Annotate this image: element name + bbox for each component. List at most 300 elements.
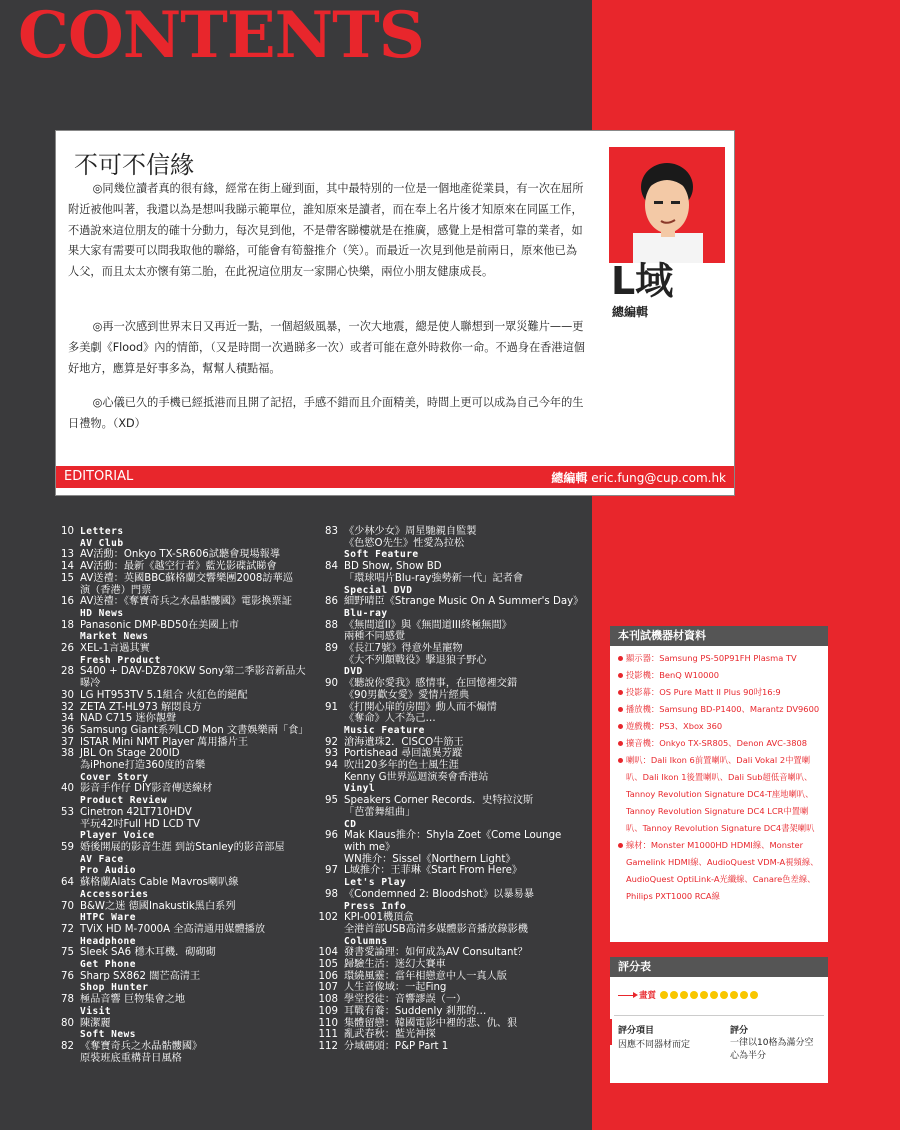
rating-dot-icon <box>740 991 748 999</box>
toc-page-number: 88 <box>325 619 338 631</box>
rating-sample-row <box>618 989 760 1001</box>
toc-entry[interactable] <box>318 596 583 608</box>
toc-entry[interactable] <box>318 713 583 725</box>
toc-page-number: 112 <box>318 1040 338 1052</box>
toc-section-label: DVD <box>344 666 363 678</box>
toc-section-label: Headphone <box>80 935 136 947</box>
toc-page-number: 93 <box>325 748 338 760</box>
toc-page-number: 40 <box>61 783 74 795</box>
toc-page-number: 91 <box>325 701 338 713</box>
toc-entry[interactable] <box>54 971 308 983</box>
toc-page-number: 96 <box>325 830 338 842</box>
test-equipment-title: 本刊試機器材資料 <box>610 626 828 646</box>
toc-entry[interactable] <box>54 819 308 831</box>
toc-entry-title: TViX HD M-7000A 全高清通用媒體播放 <box>80 923 266 935</box>
toc-section-heading[interactable] <box>54 982 308 994</box>
toc-entry-title: Cinetron 42LT710HDV <box>80 806 192 818</box>
toc-entry-title: 蘇格蘭Alats Cable Mavros喇叭線 <box>80 877 239 889</box>
toc-entry[interactable] <box>318 620 583 632</box>
toc-entry[interactable] <box>54 748 308 760</box>
toc-page-number <box>318 924 338 936</box>
toc-entry-title: 《90男歡女愛》愛情片經典 <box>344 689 470 701</box>
toc-page-number <box>54 655 74 667</box>
rating-score-key: 評分 <box>730 1026 749 1036</box>
toc-page-number <box>54 608 74 620</box>
toc-section-heading[interactable] <box>318 936 583 948</box>
toc-entry[interactable] <box>54 596 308 608</box>
toc-entry[interactable] <box>54 947 308 959</box>
toc-page-number: 10 <box>61 526 74 537</box>
test-equipment-item: 顯示器：Samsung PS-50P91FH Plasma TV <box>616 650 824 667</box>
toc-section-label: Get Phone <box>80 959 136 971</box>
toc-page-number: 36 <box>61 724 74 736</box>
toc-section-heading[interactable] <box>54 865 308 877</box>
toc-section-heading[interactable] <box>54 959 308 971</box>
toc-entry-title: 平玩42吋Full HD LCD TV <box>80 818 200 830</box>
masthead-title: CONTENTS <box>18 0 424 73</box>
toc-entry[interactable] <box>54 901 308 913</box>
toc-section-heading[interactable] <box>54 538 308 550</box>
toc-page-number <box>54 854 74 866</box>
rating-divider <box>614 1015 824 1016</box>
toc-section-heading[interactable] <box>54 608 308 620</box>
toc-entry[interactable] <box>54 807 308 819</box>
toc-page-number: 53 <box>61 806 74 818</box>
toc-page-number: 105 <box>318 959 338 971</box>
toc-page-number <box>54 865 74 877</box>
toc-entry[interactable] <box>318 573 583 585</box>
toc-entry-title: Sharp SX862 闊芒高清王 <box>80 970 201 982</box>
toc-entry-title: 兩種不同感覺 <box>344 631 406 643</box>
toc-page-number <box>54 830 74 842</box>
toc-page-number: 83 <box>325 526 338 537</box>
toc-entry-title: 《Condemned 2: Bloodshot》以暴易暴 <box>344 888 534 900</box>
toc-page-number <box>318 549 338 561</box>
toc-page-number: 109 <box>318 1005 338 1017</box>
toc-entry-title: 《無間道II》與《無間道III終極無間》 <box>344 619 512 631</box>
toc-entry-title: 《長江7號》得意外星寵物 <box>344 643 463 655</box>
toc-page-number <box>318 936 338 948</box>
toc-page-number: 14 <box>61 561 74 573</box>
toc-section-heading[interactable] <box>54 655 308 667</box>
toc-entry-title: Speakers Corner Records．史特拉汶斯 <box>344 795 534 807</box>
test-equipment-item: 遊戲機：PS3、Xbox 360 <box>616 718 824 735</box>
toc-entry-title: 歸驗生活：迷幻大賽車 <box>344 959 446 971</box>
toc-section-label: Product Review <box>80 795 168 807</box>
toc-page-number: 15 <box>61 572 74 584</box>
toc-entry-title: 「芭蕾舞組曲」 <box>344 806 416 818</box>
toc-entry[interactable] <box>318 631 583 643</box>
toc-page-number: 30 <box>61 689 74 701</box>
toc-entry[interactable] <box>54 994 308 1006</box>
toc-entry-title: XEL-1言過其實 <box>80 643 150 655</box>
toc-section-label: Market News <box>80 631 149 643</box>
toc-page-number <box>318 573 338 585</box>
toc-page-number: 18 <box>61 619 74 631</box>
toc-entry-title: 陳潔麗 <box>80 1017 111 1029</box>
toc-page-number: 106 <box>318 970 338 982</box>
toc-entry[interactable] <box>54 877 308 889</box>
rating-item-key: 評分項目 <box>618 1026 655 1036</box>
toc-page-number <box>318 807 338 819</box>
toc-entry[interactable] <box>318 561 583 573</box>
toc-section-heading[interactable] <box>318 549 583 561</box>
toc-page-number: 111 <box>318 1029 338 1041</box>
toc-page-number: 102 <box>318 912 338 924</box>
toc-entry[interactable] <box>318 1018 583 1030</box>
toc-entry[interactable] <box>54 643 308 655</box>
toc-entry[interactable] <box>318 947 583 959</box>
toc-section-label: Fresh Product <box>80 654 161 666</box>
editor-portrait-illustration <box>609 147 725 263</box>
toc-entry[interactable] <box>318 959 583 971</box>
toc-section-heading[interactable] <box>318 819 583 831</box>
toc-page-number: 70 <box>61 900 74 912</box>
toc-entry-title: 集體留戀：韓國電影中裡的悲、仇、狠 <box>344 1017 518 1029</box>
toc-column-left <box>54 526 308 1064</box>
toc-entry-title: 原裝班底重構昔日風格 <box>80 1052 182 1064</box>
toc-entry[interactable] <box>318 526 583 538</box>
toc-entry-title: Kenny G世界巡迴演奏會香港站 <box>344 771 489 783</box>
toc-entry-title: 《聽說你愛我》感情事，在回憶裡交錯 <box>344 678 518 690</box>
toc-entry-title: 演（香港）門票 <box>80 584 152 596</box>
toc-entry-title: ISTAR Mini NMT Player 萬用播片王 <box>80 736 249 748</box>
toc-page-number <box>318 725 338 737</box>
toc-section-label: Letters <box>80 526 124 537</box>
toc-page-number: 26 <box>61 643 74 655</box>
toc-entry-title: 細野晴臣《Strange Music On A Summer's Day》 <box>344 596 584 608</box>
toc-entry[interactable] <box>318 737 583 749</box>
editor-contact <box>551 469 726 486</box>
toc-section-heading[interactable] <box>318 666 583 678</box>
toc-page-number <box>54 538 74 550</box>
toc-section-heading[interactable] <box>54 1006 308 1018</box>
toc-entry-title: 分域碼頭：P&P Part 1 <box>344 1040 449 1052</box>
toc-page-number: 16 <box>61 596 74 608</box>
toc-page-number <box>54 1006 74 1018</box>
toc-entry[interactable] <box>54 690 308 702</box>
toc-section-label: Cover Story <box>80 771 149 783</box>
editorial-footer-bar <box>56 466 734 488</box>
toc-entry[interactable] <box>318 760 583 772</box>
toc-entry[interactable] <box>54 666 308 678</box>
test-equipment-item: 擴音機：Onkyo TX-SR805、Denon AVC-3808 <box>616 735 824 752</box>
toc-page-number <box>54 959 74 971</box>
toc-section-heading[interactable] <box>54 631 308 643</box>
test-equipment-item: 線材：Monster M1000HD HDMI線、Monster Gamelink HDMI線、AudioQuest VDM-A視頻線、AudioQuest OptiLink-A光纖線、Canare色差線、Philips PXT1000 RCA線 <box>616 837 824 905</box>
toc-entry-title: 「環球唱片Blu-ray強勢新一代」記者會 <box>344 572 524 584</box>
toc-page-number: 94 <box>325 760 338 772</box>
toc-section-label: Columns <box>344 935 388 947</box>
editorial-box <box>55 130 735 496</box>
toc-page-number: 75 <box>61 947 74 959</box>
toc-section-heading[interactable] <box>318 725 583 737</box>
toc-entry[interactable] <box>318 924 583 936</box>
toc-entry-title: 極品音響 巨物集會之地 <box>80 994 186 1006</box>
toc-page-number: 72 <box>61 923 74 935</box>
toc-column-right <box>318 526 583 1053</box>
toc-page-number: 108 <box>318 994 338 1006</box>
toc-entry-title: NAD C715 迷你靚聲 <box>80 713 177 725</box>
toc-page-number: 37 <box>61 736 74 748</box>
toc-entry[interactable] <box>318 1041 583 1053</box>
toc-section-label: Press Info <box>344 900 407 912</box>
toc-entry[interactable] <box>54 678 308 690</box>
toc-entry[interactable] <box>54 713 308 725</box>
toc-entry-title: Portishead 尋回詭異芳蹤 <box>344 748 463 760</box>
toc-section-heading[interactable] <box>54 936 308 948</box>
toc-entry-title: S400 + DAV-DZ870KW Sony第二季影音新品大 <box>80 666 306 678</box>
toc-page-number <box>318 690 338 702</box>
toc-entry-title: WN推介：Sissel《Northern Light》 <box>344 853 516 865</box>
toc-page-number <box>54 936 74 948</box>
toc-page-number: 80 <box>61 1017 74 1029</box>
toc-section-label: HTPC Ware <box>80 912 136 924</box>
toc-page-number: 92 <box>325 736 338 748</box>
toc-section-heading[interactable] <box>54 772 308 784</box>
editor-email-link[interactable]: eric.fung@cup.com.hk <box>591 471 726 485</box>
toc-section-heading[interactable] <box>54 795 308 807</box>
toc-section-label: AV Face <box>80 853 124 865</box>
toc-entry[interactable] <box>54 573 308 585</box>
toc-entry[interactable] <box>318 994 583 1006</box>
toc-entry-title: 發書愛論理：如何成為AV Consultant？ <box>344 947 528 959</box>
toc-entry-title: 環繞風靈：當年相戀意中人一真人版 <box>344 970 507 982</box>
toc-entry-title: 耳戰有養：Suddenly 剎那的… <box>344 1005 487 1017</box>
toc-entry-title: Panasonic DMP-BD50在美國上市 <box>80 619 239 631</box>
toc-section-label: Player Voice <box>80 830 155 842</box>
test-equipment-box <box>610 626 828 942</box>
toc-entry-title: LG HT953TV 5.1組合 火紅色的絕配 <box>80 689 248 701</box>
rating-accent-bar <box>610 1019 612 1045</box>
toc-entry[interactable] <box>318 702 583 714</box>
toc-section-heading[interactable] <box>54 526 308 538</box>
editorial-paragraph-3: ◎心儀已久的手機已經抵港而且開了記招，手感不錯而且介面精美，時間上更可以成為自己今年的生日禮物。（XD） <box>68 396 584 430</box>
toc-entry-title: with me》 <box>344 841 396 853</box>
toc-section-heading[interactable] <box>54 1029 308 1041</box>
toc-page-number: 90 <box>325 678 338 690</box>
toc-page-number: 13 <box>61 549 74 561</box>
toc-entry[interactable] <box>318 678 583 690</box>
rating-dot-icon <box>700 991 708 999</box>
toc-page-number: 76 <box>61 970 74 982</box>
toc-section-label: Pro Audio <box>80 865 136 877</box>
editorial-label: EDITORIAL <box>64 469 134 484</box>
toc-section-heading[interactable] <box>54 854 308 866</box>
toc-entry[interactable] <box>318 748 583 760</box>
toc-page-number: 98 <box>325 888 338 900</box>
editor-role-footer: 總編輯 <box>551 471 588 485</box>
toc-entry-title: 學堂授徒：音響謬誤（一） <box>344 994 467 1006</box>
toc-section-label: Soft News <box>80 1029 136 1041</box>
toc-entry-title: 婚後開展的影音生涯 到訪Stanley的影音部屋 <box>80 841 285 853</box>
toc-section-heading[interactable] <box>318 783 583 795</box>
editorial-paragraph-1: ◎同幾位讀者真的很有緣，經常在街上碰到面，其中最特別的一位是一個地產從業員，有一次在屈所附近被他叫著，我還以為是想叫我睇示範單位，誰知原來是讀者，而在奉上名片後才知原來在同區工作，不過說來這位朋友的確十分動力，每次見到他，不是帶客睇樓就是在推廣，感覺上是相當可靠的業者，如果大家有需要可以問我取他的聯絡，可能會有筍盤推介（笑）。而最近一次見到他是前兩日，原來他已為人父，而且太太亦懷有第二胎，在此祝這位朋友一家開心快樂，兩位小朋友健康成長。 <box>68 182 584 279</box>
toc-page-number: 107 <box>318 982 338 994</box>
toc-entry-title: 《色慾O先生》性愛為拉松 <box>344 537 465 549</box>
toc-entry-title: AV活動：Onkyo TX-SR606試聽會現場報導 <box>80 549 281 561</box>
toc-page-number <box>54 982 74 994</box>
toc-page-number <box>318 901 338 913</box>
toc-entry[interactable] <box>318 807 583 819</box>
toc-entry-title: B&W之迷 德國Inakustik黑白系列 <box>80 900 236 912</box>
toc-page-number <box>318 538 338 550</box>
toc-page-number <box>318 713 338 725</box>
rating-dot-icon <box>710 991 718 999</box>
toc-section-label: Accessories <box>80 888 149 900</box>
toc-entry[interactable] <box>54 783 308 795</box>
toc-page-number <box>54 819 74 831</box>
toc-entry[interactable] <box>318 538 583 550</box>
toc-section-label: Let's Play <box>344 877 407 889</box>
rating-title: 評分表 <box>610 957 828 977</box>
toc-section-label: Visit <box>80 1005 112 1017</box>
rating-sample-label: 畫質 <box>639 991 657 1001</box>
toc-page-number <box>318 854 338 866</box>
toc-page-number: 38 <box>61 748 74 760</box>
editorial-paragraph-2: ◎再一次感到世界末日又再近一點，一個超級風暴，一次大地震，總是使人聯想到一眾災難片——更多美劇《Flood》內的情節，（又是時間一次過睇多一次）或者可能在意外時救你一命。不過身在香港這個好地方，應算是好事多為，幫幫人積點福。 <box>68 320 585 375</box>
toc-entry[interactable] <box>318 982 583 994</box>
rating-dot-icon <box>690 991 698 999</box>
toc-page-number <box>54 912 74 924</box>
test-equipment-item: 播放機：Samsung BD-P1400、Marantz DV9600 <box>616 701 824 718</box>
rating-dot-icon <box>680 991 688 999</box>
toc-entry[interactable] <box>54 842 308 854</box>
toc-entry-title: 《少林少女》周星馳親自監製 <box>344 526 477 537</box>
toc-entry[interactable] <box>54 585 308 597</box>
toc-page-number <box>54 585 74 597</box>
toc-entry[interactable] <box>54 760 308 772</box>
toc-entry-title: 曝冷 <box>80 678 101 690</box>
toc-entry[interactable] <box>54 1041 308 1053</box>
toc-page-number: 86 <box>325 596 338 608</box>
toc-section-label: Soft Feature <box>344 549 419 561</box>
toc-section-heading[interactable] <box>318 901 583 913</box>
toc-entry-title: 《大不列顛戰役》擊退狼子野心 <box>344 654 487 666</box>
toc-entry[interactable] <box>318 690 583 702</box>
toc-page-number <box>54 795 74 807</box>
toc-section-label: Music Feature <box>344 724 425 736</box>
toc-page-number: 89 <box>325 643 338 655</box>
toc-page-number: 95 <box>325 795 338 807</box>
toc-entry[interactable] <box>54 737 308 749</box>
toc-section-label: Special DVD <box>344 584 413 596</box>
toc-entry[interactable] <box>318 889 583 901</box>
rating-score-desc: 一律以10格為滿分空心為半分 <box>730 1038 814 1061</box>
toc-page-number <box>54 1053 74 1065</box>
toc-entry-title: 滄海遺珠2．CISCO牛筋王 <box>344 736 464 748</box>
rating-box <box>610 957 828 1083</box>
toc-entry[interactable] <box>54 561 308 573</box>
toc-entry[interactable] <box>318 772 583 784</box>
toc-section-label: AV Club <box>80 537 124 549</box>
toc-page-number: 78 <box>61 994 74 1006</box>
toc-entry-title: 全港首部USB高清多媒體影音播放錄影機 <box>344 923 528 935</box>
toc-entry-title: 《奪寶奇兵之水晶骷髏國》 <box>80 1040 203 1052</box>
rating-dot-icon <box>730 991 738 999</box>
toc-entry-title: 《奪命》人不為己… <box>344 713 436 725</box>
toc-entry-title: Mak Klaus推介：Shyla Zoet《Come Lounge <box>344 830 562 842</box>
toc-entry-title: 人生音像域：一起Fing <box>344 982 447 994</box>
toc-page-number <box>318 631 338 643</box>
test-equipment-item: 喇叭：Dali Ikon 6前置喇叭、Dali Vokal 2中置喇叭、Dali Ikon 1後置喇叭、Dali Sub超低音喇叭、Tannoy Revolution Signature DC4-T座地喇叭、Tannoy Revolution Signature DC4 LCR中置喇叭、Tannoy Revolution Signature DC4書架喇叭 <box>616 752 824 837</box>
toc-entry[interactable] <box>318 655 583 667</box>
toc-page-number <box>318 655 338 667</box>
toc-entry-title: 為iPhone打造360度的音樂 <box>80 760 206 772</box>
toc-section-label: Blu-ray <box>344 607 388 619</box>
toc-section-heading[interactable] <box>54 889 308 901</box>
toc-entry[interactable] <box>54 620 308 632</box>
toc-page-number <box>318 877 338 889</box>
toc-section-heading[interactable] <box>54 830 308 842</box>
toc-page-number: 59 <box>61 841 74 853</box>
toc-entry-title: ZETA ZT-HL973 解悶良方 <box>80 701 202 713</box>
toc-section-label: Vinyl <box>344 783 376 795</box>
toc-entry[interactable] <box>54 725 308 737</box>
toc-entry[interactable] <box>54 1053 308 1065</box>
toc-entry[interactable] <box>318 971 583 983</box>
toc-page-number: 34 <box>61 713 74 725</box>
toc-page-number <box>54 772 74 784</box>
toc-page-number <box>54 631 74 643</box>
toc-section-label: Shop Hunter <box>80 982 149 994</box>
toc-entry-title: AV活動：最新《越空行者》藍光影碟試睇會 <box>80 561 277 573</box>
toc-page-number <box>54 760 74 772</box>
rating-item-desc: 因應不同器材而定 <box>618 1040 691 1050</box>
toc-entry-title: L域推介：王菲琳《Start From Here》 <box>344 865 523 877</box>
toc-section-heading[interactable] <box>54 912 308 924</box>
rating-dot-icon <box>670 991 678 999</box>
toc-entry[interactable] <box>54 549 308 561</box>
toc-entry[interactable] <box>54 924 308 936</box>
toc-entry[interactable] <box>318 830 583 842</box>
toc-entry-title: Samsung Giant系列LCD Mon 文書娛樂兩「食」 <box>80 724 309 736</box>
test-equipment-item: 投影機：BenQ W10000 <box>616 667 824 684</box>
toc-page-number <box>318 608 338 620</box>
rating-dot-icon <box>750 991 758 999</box>
toc-entry-title: Sleek SA6 穩木耳機．砌砌砌 <box>80 947 216 959</box>
editorial-title: 不可不信緣 <box>74 151 194 179</box>
toc-page-number <box>318 666 338 678</box>
toc-entry[interactable] <box>318 854 583 866</box>
toc-entry[interactable] <box>54 1018 308 1030</box>
toc-page-number: 110 <box>318 1017 338 1029</box>
toc-entry-title: 《打開心扉的房間》動人而不煽情 <box>344 701 497 713</box>
toc-section-heading[interactable] <box>318 877 583 889</box>
toc-entry-title: BD Show, Show BD <box>344 561 442 573</box>
toc-entry[interactable] <box>54 702 308 714</box>
toc-entry[interactable] <box>318 842 583 854</box>
editor-role: 總編輯 <box>612 305 649 319</box>
toc-entry[interactable] <box>318 1029 583 1041</box>
rating-dots <box>660 991 760 999</box>
toc-entry[interactable] <box>318 795 583 807</box>
toc-section-heading[interactable] <box>318 608 583 620</box>
toc-entry[interactable] <box>318 1006 583 1018</box>
test-equipment-list <box>616 650 824 905</box>
toc-entry[interactable] <box>318 865 583 877</box>
toc-entry[interactable] <box>318 643 583 655</box>
toc-section-heading[interactable] <box>318 585 583 597</box>
rating-dot-icon <box>720 991 728 999</box>
toc-section-label: HD News <box>80 607 124 619</box>
toc-entry-title: 吹出20多年的色士風生涯 <box>344 760 459 772</box>
toc-entry-title: KPI-001機頂盒 <box>344 912 414 924</box>
toc-page-number: 97 <box>325 865 338 877</box>
toc-entry[interactable] <box>318 912 583 924</box>
toc-page-number: 82 <box>61 1040 74 1052</box>
toc-page-number <box>54 678 74 690</box>
